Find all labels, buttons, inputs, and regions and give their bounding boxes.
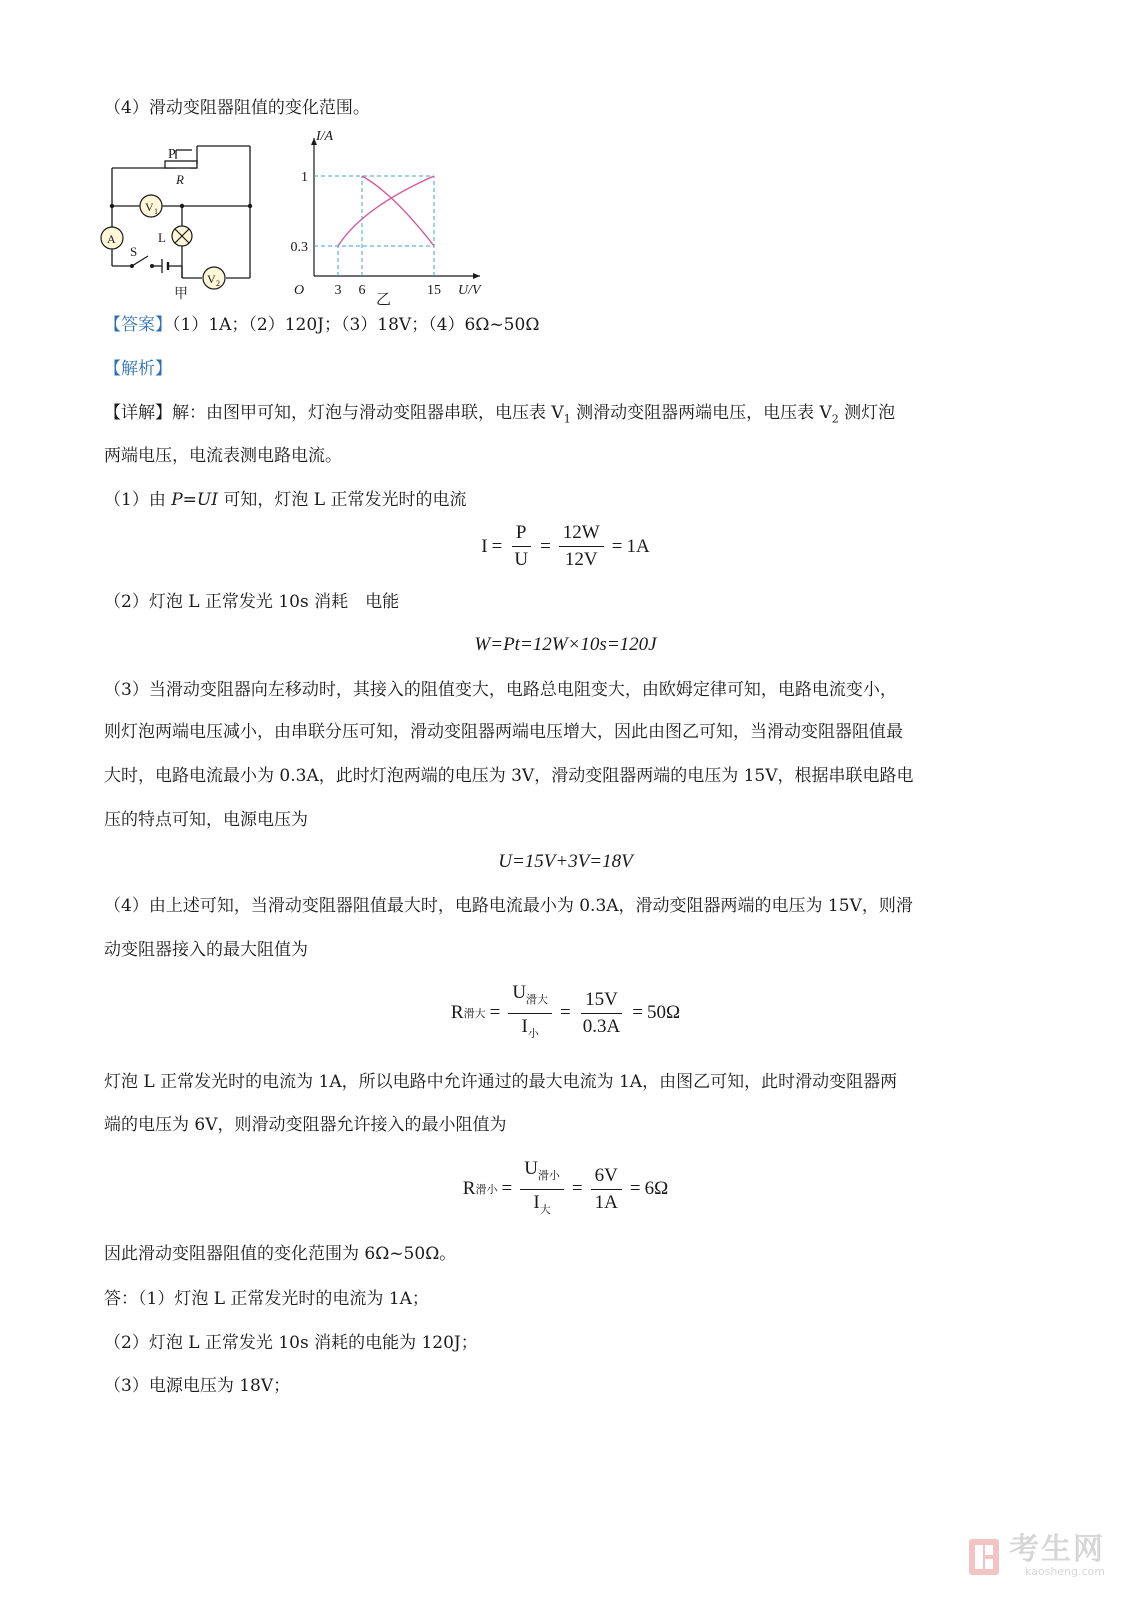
watermark <box>967 1532 1105 1578</box>
analysis-tag <box>104 357 172 381</box>
iu-chart <box>282 128 482 308</box>
eq4a-frac1-num-sub: 滑大 <box>526 993 549 1006</box>
eq4a-result: 50Ω <box>646 1002 681 1024</box>
answer-tag: 【答案】 <box>104 315 172 335</box>
eq4a-lhs-sub: 滑大 <box>463 1008 486 1021</box>
part3-line-2: 则灯泡两端电压减小，由串联分压可知，滑动变阻器两端电压增大，因此由图乙可知，当滑动变阻器阻值最 <box>104 722 903 742</box>
eq4a-lhs: R <box>450 1002 464 1024</box>
y-tick-0-3: 0.3 <box>290 240 308 255</box>
circuit-label-s: S <box>130 244 138 259</box>
circuit-label-l: L <box>158 230 166 245</box>
analysis-tag-text: 【解析】 <box>104 359 172 379</box>
x-axis-label: U/V <box>458 283 481 298</box>
eq1-frac1-den: U <box>514 549 529 570</box>
eq4a-frac1-den-sub: 小 <box>527 1027 539 1040</box>
y-tick-1: 1 <box>301 170 308 185</box>
eq1-frac2-den: 12V <box>564 549 598 570</box>
part4-line-3: 灯泡 L 正常发光时的电流为 1A，所以电路中允许通过的最大电流为 1A，由图乙可知，此时滑动变阻器两 <box>104 1072 898 1092</box>
x-tick-15: 15 <box>427 283 441 298</box>
part1-equation: I = $\frac{P}{U}$ = $\frac{12W}{12V}$ = 1A <box>481 522 650 570</box>
part4-equation-min: R 滑小 = $\frac{U_{滑小}}{I_大}$ = $\frac{6V}{1A}$ = 6Ω <box>462 1158 669 1216</box>
eq1-frac2-num: 12W <box>559 522 604 547</box>
part2-text: （2）灯泡 L 正常发光 10s 消耗 电能 <box>104 592 400 612</box>
eq4b-frac1-den: I <box>533 1191 540 1213</box>
x-tick-6: 6 <box>358 283 366 298</box>
eq4b-lhs: R <box>462 1178 476 1200</box>
eq4a-frac1-num: U <box>512 982 527 1003</box>
watermark-text: 考生网 <box>1009 1532 1105 1567</box>
detail-sub-2: 2 <box>831 412 839 426</box>
part1-text-b: 可知，灯泡 L 正常发光时的电流 <box>217 490 467 510</box>
eq1-frac1-num: P <box>512 522 531 547</box>
detail-text-1b: 测滑动变阻器两端电压，电压表 V <box>570 403 832 423</box>
circuit-label-v2: V <box>207 272 216 286</box>
detail-tag: 【详解】 <box>104 403 172 423</box>
part4-line-2: 动变阻器接入的最大阻值为 <box>104 940 308 960</box>
eq4a-frac2-den: 0.3A <box>582 1015 621 1037</box>
circuit-label-v1: V <box>145 200 154 214</box>
question-4-heading: （4）滑动变阻器阻值的变化范围。 <box>104 98 370 118</box>
origin-label: O <box>294 283 305 298</box>
circuit-label-v2-sub: 2 <box>216 279 220 288</box>
eq4b-frac1-num: U <box>524 1158 538 1179</box>
detail-sub-1: 1 <box>563 412 571 426</box>
eq1-result: 1A <box>626 535 650 557</box>
watermark-logo-icon <box>967 1537 1001 1577</box>
series-curve-1 <box>338 176 434 246</box>
part3-line-4: 压的特点可知，电源电压为 <box>104 810 308 830</box>
circuit-label-p: P <box>168 147 176 162</box>
eq4b-frac2-num: 6V <box>591 1165 622 1190</box>
circuit-label-v1-sub: 1 <box>154 207 158 216</box>
watermark-url: kaosheng.com <box>1024 1565 1105 1578</box>
eq4a-frac2-num: 15V <box>581 989 622 1014</box>
circuit-label-a: A <box>107 232 116 246</box>
circuit-label-r: R <box>176 172 184 187</box>
eq4b-result: 6Ω <box>644 1178 669 1200</box>
part4-line-1: （4）由上述可知，当滑动变阻器阻值最大时，电路电流最小为 0.3A，滑动变阻器两端的电压为 15V，则滑 <box>104 896 913 916</box>
eq4b-frac2-den: 1A <box>594 1191 618 1213</box>
detail-text-1c: 测灯泡 <box>838 403 896 423</box>
part1-text-a: （1）由 <box>104 490 172 510</box>
detail-line-2: 两端电压，电流表测电路电流。 <box>104 446 342 466</box>
part4-line-5: 因此滑动变阻器阻值的变化范围为 6Ω~50Ω。 <box>104 1244 457 1264</box>
part1-formula-inline: P=UI <box>171 490 218 510</box>
part3-equation: U=15V+3V=18V <box>498 851 633 872</box>
part3-line-1: （3）当滑动变阻器向左移动时，其接入的阻值变大，电路总电阻变大，由欧姆定律可知，电路电流变小， <box>104 680 897 700</box>
circuit-caption: 甲 <box>174 287 188 302</box>
circuit-diagram <box>100 138 260 303</box>
x-axis-arrow <box>473 273 480 279</box>
eq1-lhs: I <box>481 535 488 557</box>
part1-text <box>104 488 466 512</box>
detail-line-1 <box>104 401 895 431</box>
final-answer-1: 答：（1）灯泡 L 正常发光时的电流为 1A； <box>104 1289 429 1309</box>
eq4b-lhs-sub: 滑小 <box>475 1184 498 1197</box>
final-answer-2: （2）灯泡 L 正常发光 10s 消耗的电能为 120J； <box>104 1333 478 1353</box>
eq4b-frac1-den-sub: 大 <box>539 1203 551 1216</box>
y-axis-label: I/A <box>316 129 334 144</box>
detail-text-1a: 解：由图甲可知，灯泡与滑动变阻器串联，电压表 V <box>172 403 564 423</box>
final-answer-3: （3）电源电压为 18V； <box>104 1376 291 1396</box>
part3-line-3: 大时，电路电流最小为 0.3A，此时灯泡两端的电压为 3V，滑动变阻器两端的电压为 15V，根据串联电路电 <box>104 766 914 786</box>
part4-equation-max: R 滑大 = $\frac{U_{滑大}}{I_小}$ = $\frac{15V}{0.3A}$ = 50Ω <box>450 982 681 1040</box>
answer-text: （1）1A；（2）120J；（3）18V；（4）6Ω~50Ω <box>172 315 540 335</box>
chart-caption: 乙 <box>376 292 392 308</box>
eq4b-frac1-num-sub: 滑小 <box>537 1169 560 1182</box>
part2-equation: W=Pt=12W×10s=120J <box>474 634 657 655</box>
x-tick-3: 3 <box>334 283 342 298</box>
eq4a-frac1-den: I <box>521 1015 528 1037</box>
part4-line-4: 端的电压为 6V，则滑动变阻器允许接入的最小阻值为 <box>104 1115 507 1135</box>
answer-line <box>104 313 539 337</box>
